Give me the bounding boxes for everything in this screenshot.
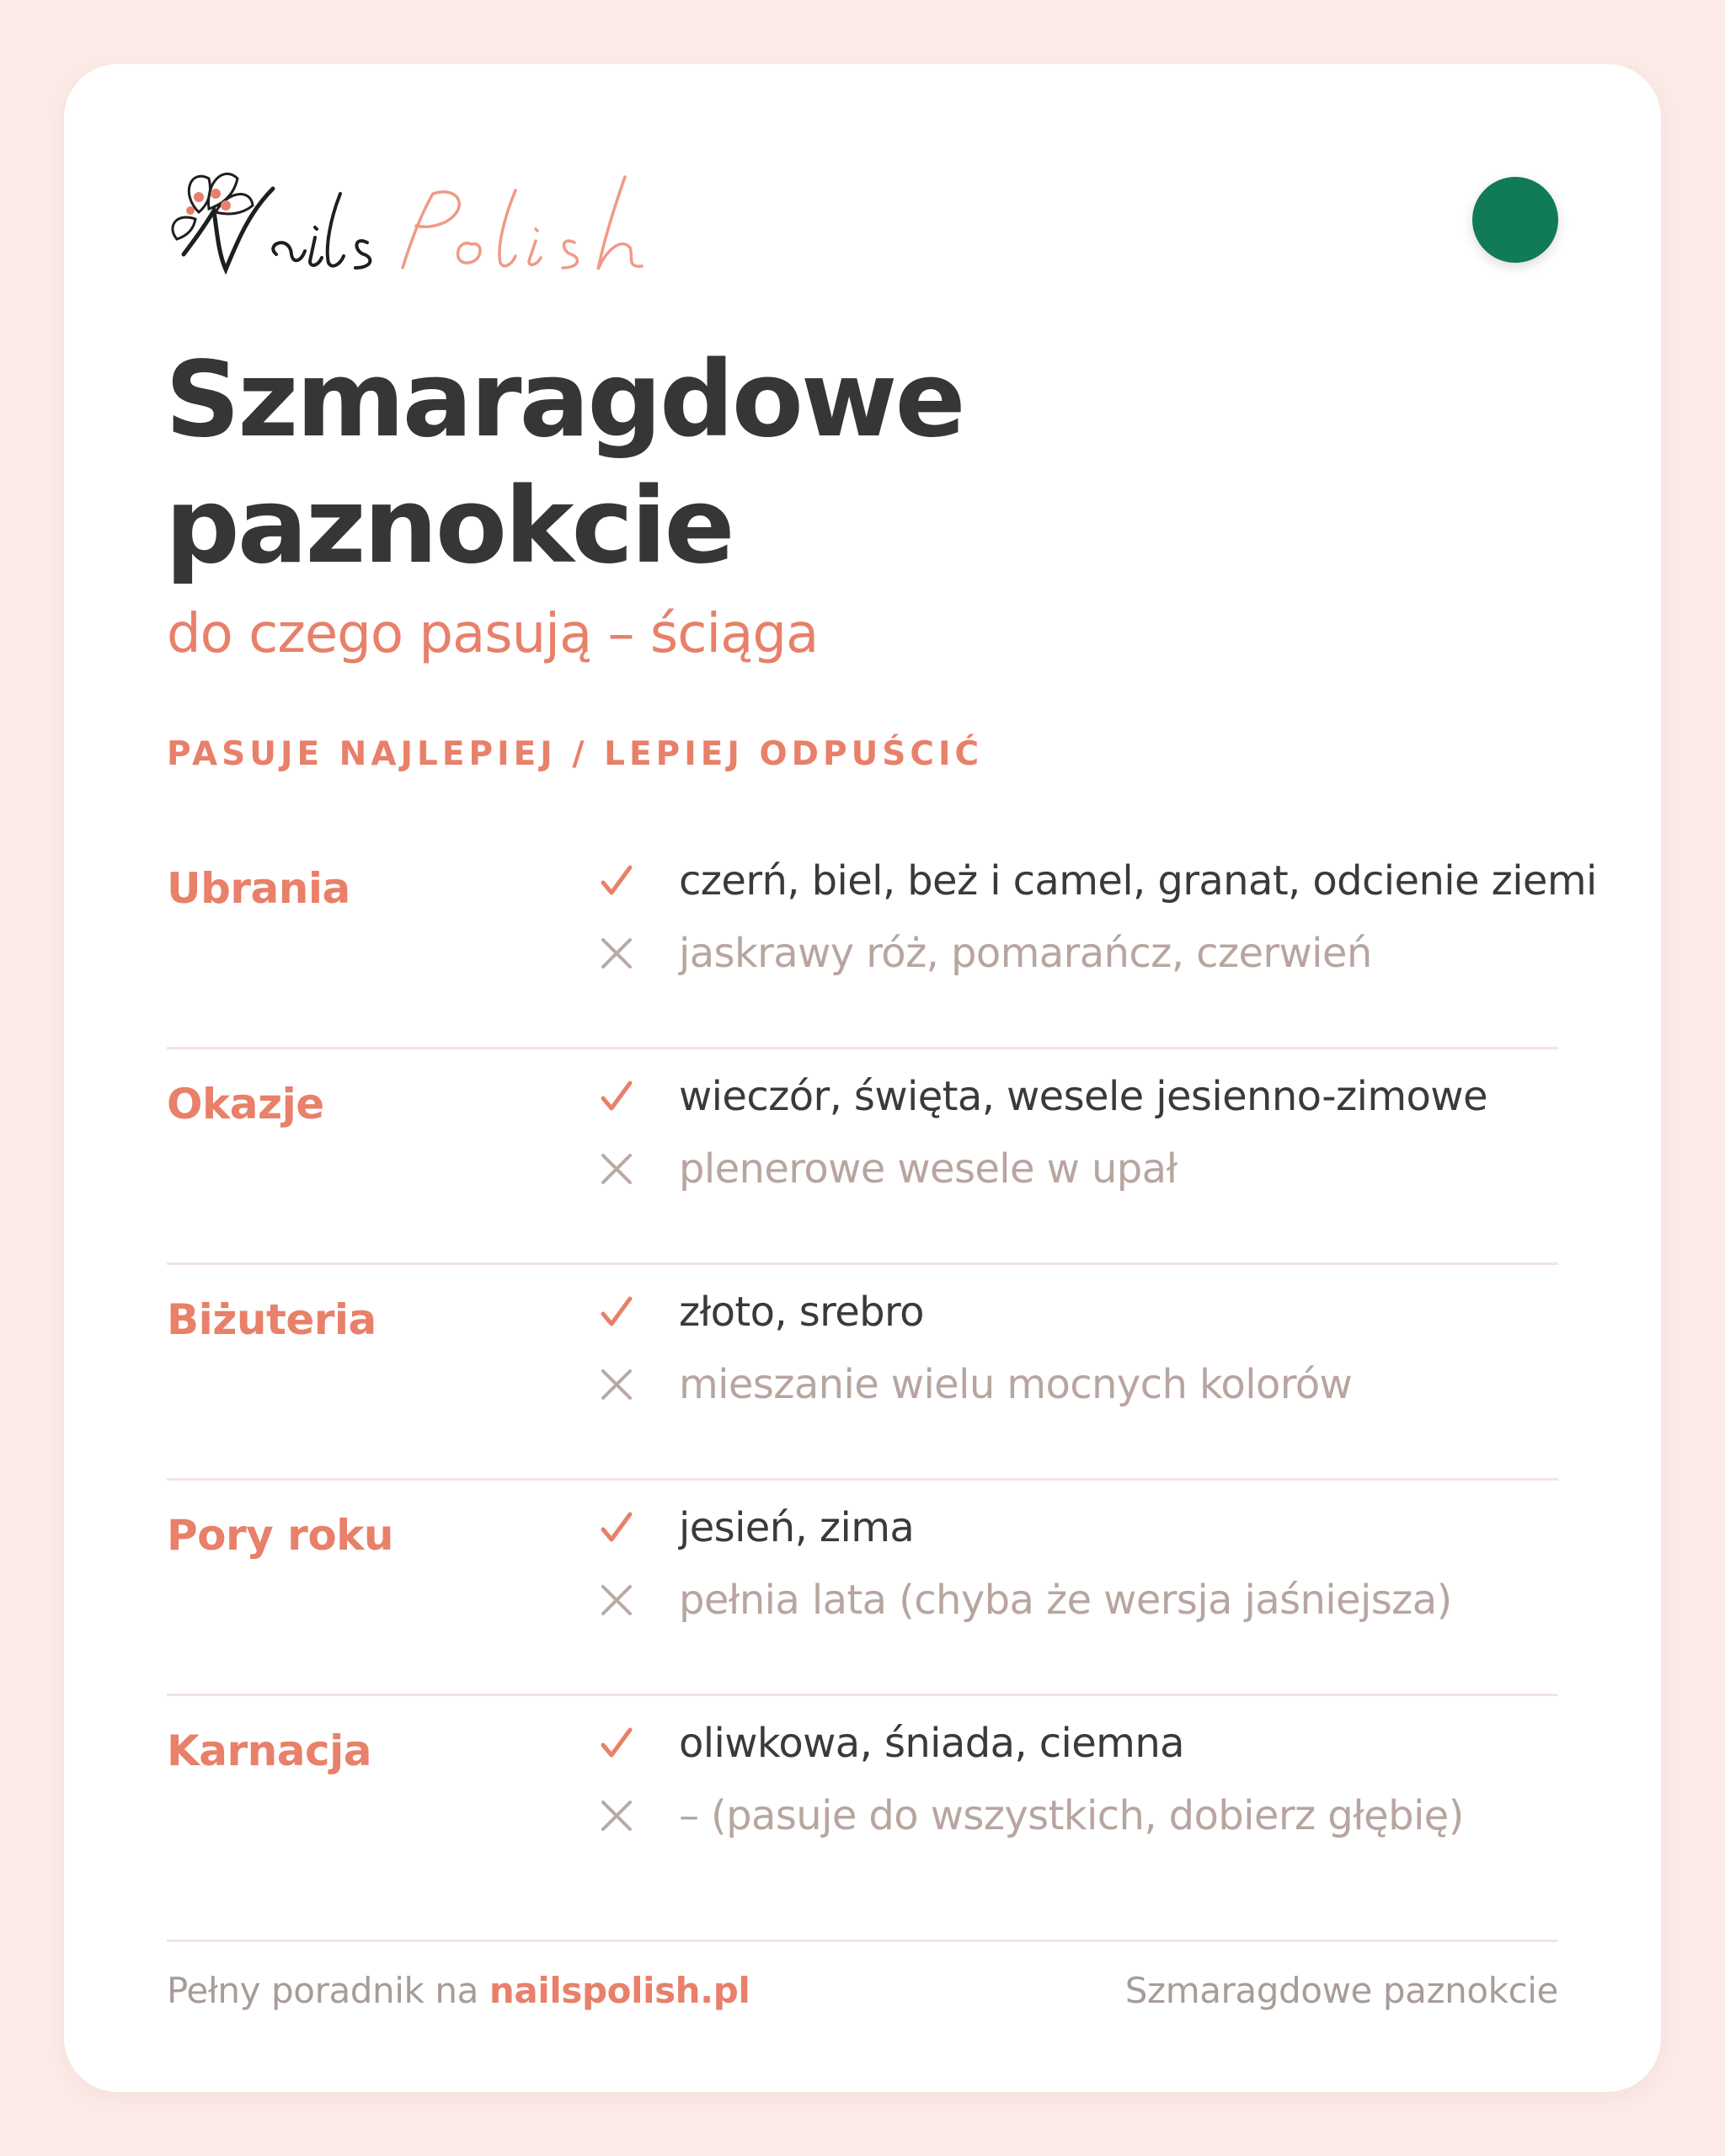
recommended-text: wieczór, święta, wesele jesienno-zimowe xyxy=(679,1073,1487,1120)
recommendation-row-occasions xyxy=(167,1049,1558,1265)
title-line-1: Szmaragdowe xyxy=(165,339,964,461)
check-icon xyxy=(590,1716,644,1770)
check-icon xyxy=(590,854,644,908)
avoid-text: – (pasuje do wszystkich, dobierz głębię) xyxy=(679,1792,1464,1839)
recommendation-row-clothes xyxy=(167,834,1597,1049)
page-subtitle: do czego pasują – ściąga xyxy=(167,603,819,665)
recommendation-row-jewelry xyxy=(167,1265,1558,1481)
avoid-item xyxy=(590,1351,1352,1418)
avoid-text: jaskrawy róż, pomarańcz, czerwień xyxy=(679,930,1372,977)
avoid-text: plenerowe wesele w upał xyxy=(679,1145,1178,1193)
logo-image xyxy=(165,160,670,286)
row-label: Ubrania xyxy=(167,864,350,913)
cross-icon xyxy=(590,926,644,980)
recommended-item xyxy=(590,1710,1184,1777)
row-label: Pory roku xyxy=(167,1511,394,1560)
recommended-item xyxy=(590,1278,924,1346)
avoid-text: mieszanie wielu mocnych kolorów xyxy=(679,1361,1353,1408)
brand-logo[interactable] xyxy=(165,160,670,286)
avoid-item xyxy=(590,1782,1464,1849)
row-label: Karnacja xyxy=(167,1726,371,1775)
section-heading: PASUJE NAJLEPIEJ / LEPIEJ ODPUŚCIĆ xyxy=(167,735,984,773)
row-label: Okazje xyxy=(167,1080,324,1129)
recommended-text: oliwkowa, śniada, ciemna xyxy=(679,1720,1184,1767)
check-icon xyxy=(590,1501,644,1555)
recommendation-row-complexion xyxy=(167,1696,1558,1942)
recommended-item xyxy=(590,1063,1487,1130)
recommended-text: złoto, srebro xyxy=(679,1289,924,1336)
cross-icon xyxy=(590,1789,644,1843)
recommended-text: jesień, zima xyxy=(679,1504,915,1551)
recommendation-row-seasons xyxy=(167,1481,1558,1696)
avoid-item xyxy=(590,1566,1452,1634)
page-title xyxy=(165,337,1344,590)
cross-icon xyxy=(590,1573,644,1627)
recommended-text: czerń, biel, beż i camel, granat, odcienie ziemi xyxy=(679,857,1597,905)
cross-icon xyxy=(590,1358,644,1412)
check-icon xyxy=(590,1285,644,1339)
website-link[interactable]: nailspolish.pl xyxy=(489,1970,750,2011)
recommendation-list xyxy=(167,834,1597,1942)
recommended-item xyxy=(590,1494,914,1561)
footer-topic: Szmaragdowe paznokcie xyxy=(1124,1970,1558,2011)
emerald-color-swatch xyxy=(1472,177,1558,263)
title-line-2: paznokcie xyxy=(165,466,733,587)
avoid-item xyxy=(590,1135,1178,1203)
row-label: Biżuteria xyxy=(167,1295,377,1344)
recommended-item xyxy=(590,847,1597,915)
avoid-item xyxy=(590,920,1372,987)
footer-guide-note xyxy=(167,1966,750,2016)
avoid-text: pełnia lata (chyba że wersja jaśniejsza) xyxy=(679,1577,1452,1624)
footer-prefix: Pełny poradnik na xyxy=(167,1970,489,2011)
check-icon xyxy=(590,1070,644,1123)
cross-icon xyxy=(590,1142,644,1196)
